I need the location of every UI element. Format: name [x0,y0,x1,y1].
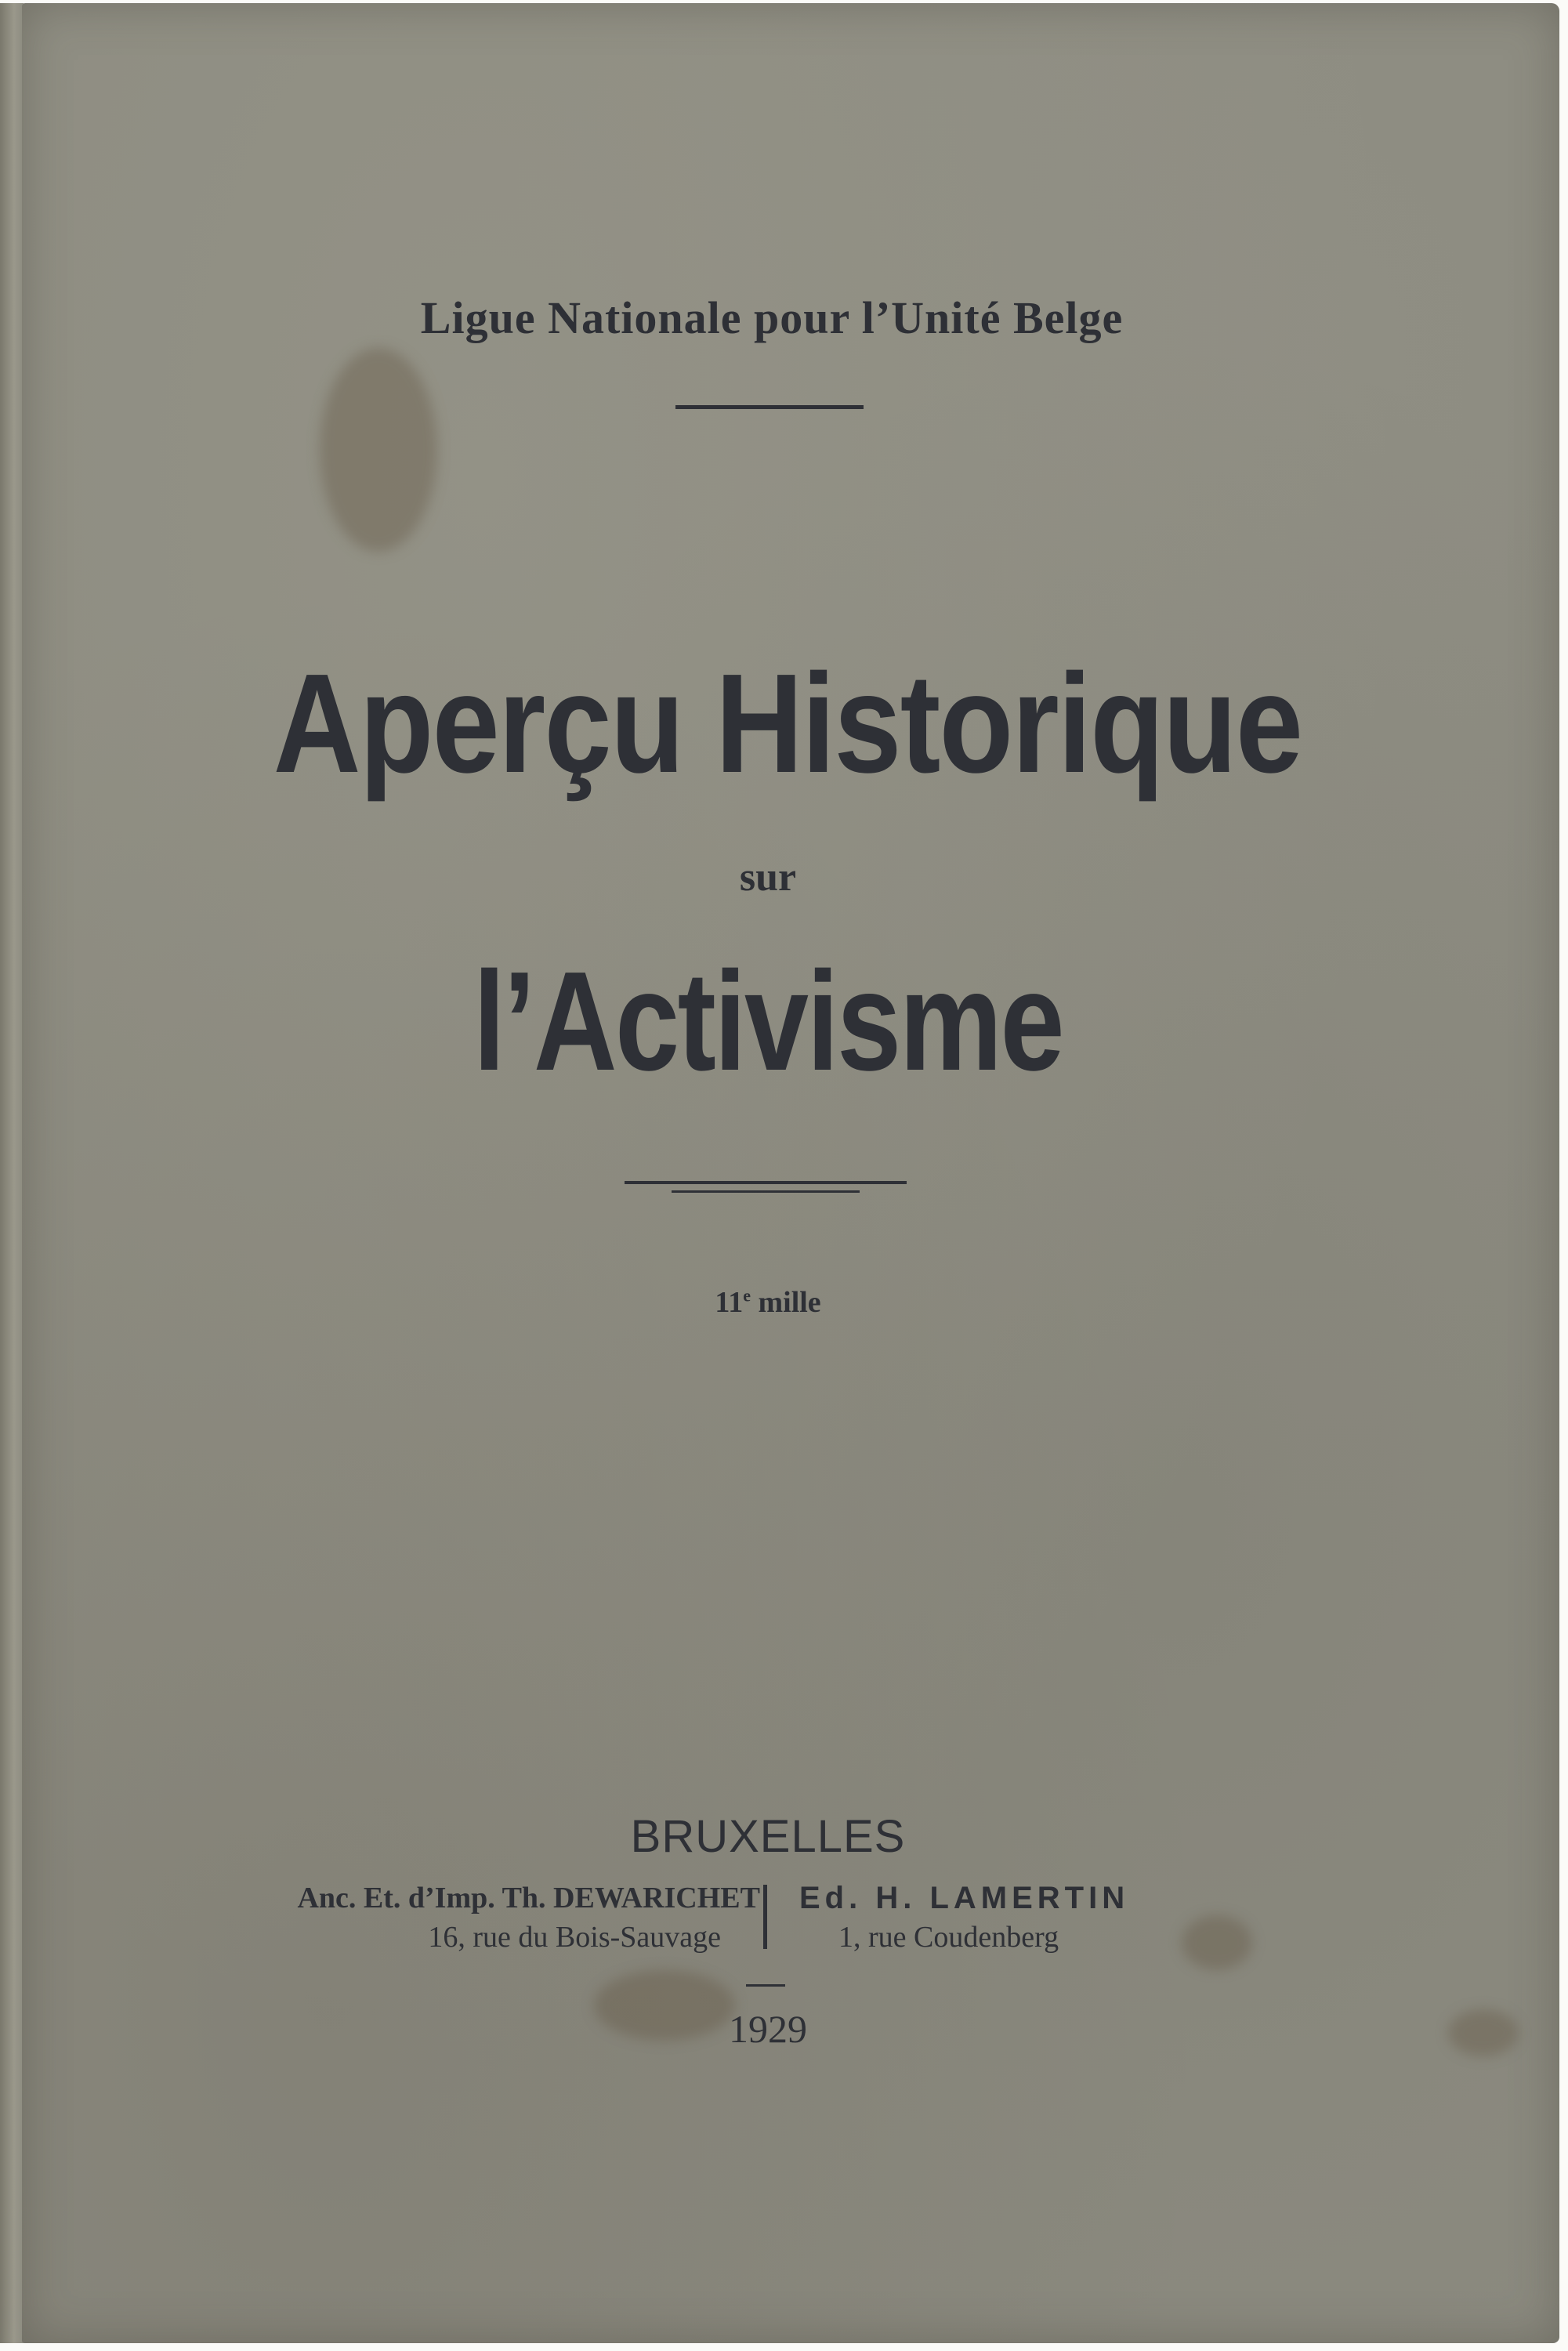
title-connector: sur [739,855,797,900]
publisher-address: 1, rue Coudenberg [838,1921,1059,1954]
stain-mark [1182,1915,1252,1970]
publication-city: BRUXELLES [630,1811,906,1862]
printer-address: 16, rue du Bois-Sauvage [428,1921,721,1954]
edition-superscript: e [743,1285,751,1306]
edition-number: 11 [715,1286,744,1319]
double-rule-lower [672,1190,860,1193]
top-divider-rule [675,405,864,409]
stain-mark [320,348,437,552]
book-cover [22,3,1559,2343]
title-line-2: l’Activisme [473,943,1063,1100]
double-rule-upper [625,1181,907,1184]
edition-word: mille [758,1286,821,1319]
printer-name: Anc. Et. d’Imp. Th. DEWARICHET [297,1882,760,1914]
imprint-separator [763,1885,767,1949]
edition-note [611,1285,925,1320]
stain-mark [1448,2009,1519,2056]
league-name: Ligue Nationale pour l’Unité Belge [420,292,1124,343]
cover-spine-edge [0,3,24,2343]
year-rule [746,1984,785,1987]
publisher-name: Ed. H. LAMERTIN [799,1881,1130,1915]
title-line-1: Aperçu Historique [273,645,1302,802]
publication-year: 1929 [729,2007,807,2051]
